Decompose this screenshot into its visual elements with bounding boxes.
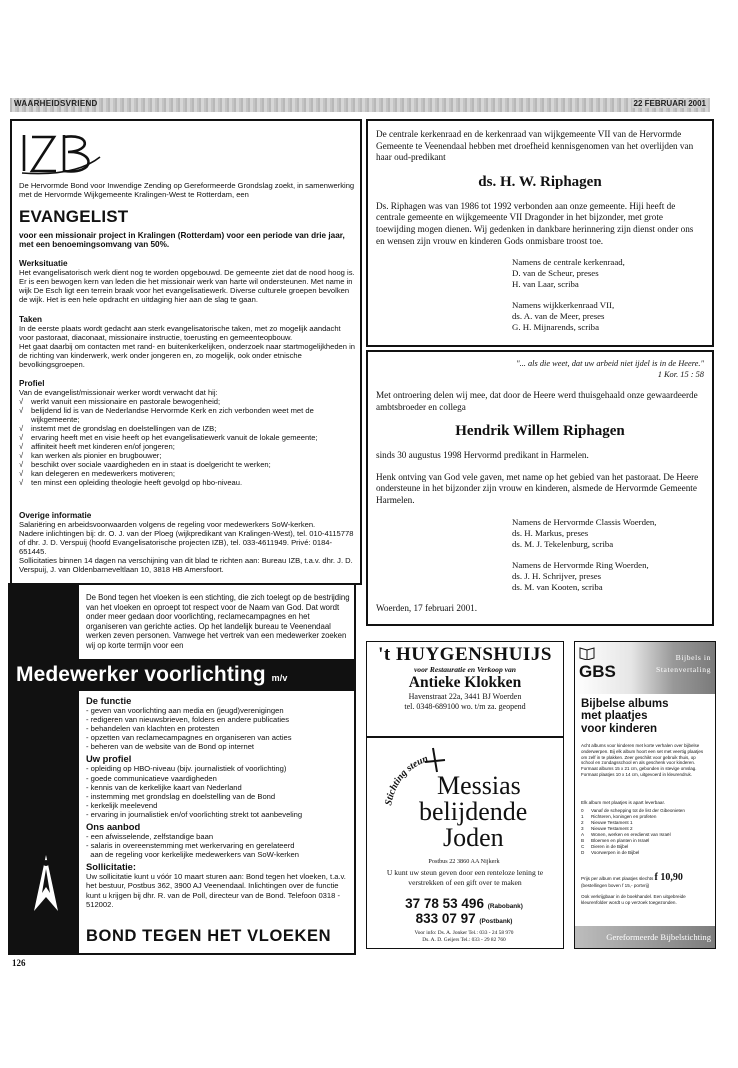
section-text: Sollicitaties binnen 14 dagen na verschijning van dit blad te richten aan: Bureau IZB, t.a.v. dhr. J. D. Verspuij, J. van Oldenbarneveltlaan 10, 3818 HB Amersfoort. bbox=[19, 556, 353, 574]
album-title: Voorwerpen in de Bijbel bbox=[591, 850, 640, 855]
gbs-album-list bbox=[581, 800, 709, 856]
signature-line: ds. J. H. Schrijver, preses bbox=[512, 570, 602, 581]
gbs-publisher-band: Gereformeerde Bijbelstichting bbox=[575, 926, 715, 948]
messias-title-2: belijdende bbox=[419, 797, 528, 826]
album-title: Dieren in de Bijbel bbox=[591, 844, 629, 849]
messias-title-3: Joden bbox=[443, 823, 504, 850]
signature-line: Namens de Hervormde Classis Woerden, bbox=[512, 516, 657, 527]
notice-intro: Met ontroering delen wij mee, dat door de Heere werd thuisgehaald onze gewaardeerde ambtsbroeder en collega bbox=[376, 390, 698, 412]
section-heading: Ons aanbod bbox=[86, 821, 141, 833]
izb-overige-informatie bbox=[19, 511, 357, 574]
dove-logo-icon bbox=[30, 853, 62, 913]
album-key: A bbox=[581, 832, 585, 837]
izb-werksituatie bbox=[19, 259, 357, 304]
album-title: Vanaf de schepping tot de list der Gibeonieten bbox=[591, 808, 685, 813]
section-text: Van de evangelist/missionair werker wordt verwacht dat hij: bbox=[19, 388, 218, 397]
list-item: - beheren van de website van de Bond op internet bbox=[86, 742, 255, 752]
signature-line: Namens wijkkerkenraad VII, bbox=[512, 300, 615, 311]
list-intro: Elk album met plaatjes is apart leverbaar. bbox=[581, 800, 666, 805]
list-item: - kennis van de kerkelijke kaart van Nederland bbox=[86, 782, 242, 792]
shop-address: Havenstraat 22a, 3441 BJ Woerden bbox=[408, 692, 522, 701]
price-label: Prijs per album met plaatjes slechts bbox=[581, 876, 654, 881]
notice-intro: De centrale kerkenraad en de kerkenraad van wijkgemeente VII van de Hervormde Gemeente te Veenendaal hebben met droefheid kennisgenomen van het overlijden van haar oud-predikant bbox=[376, 129, 694, 163]
signature-line: ds. A. van de Meer, preses bbox=[512, 311, 605, 322]
obituary-notice-veenendaal bbox=[366, 119, 714, 347]
book-icon bbox=[579, 646, 595, 660]
gbs-logo: GBS bbox=[579, 662, 616, 681]
header-line: Statenvertaling bbox=[656, 665, 711, 674]
izb-profiel bbox=[19, 379, 357, 487]
album-key: D bbox=[581, 850, 585, 855]
account-number: 833 07 97 bbox=[415, 911, 476, 926]
notice-text: Henk ontving van God vele gaven, met name op het gebied van het pastoraat. De Heere ondersteune in het bijzonder zijn vrouw en kinderen, alsmede de Hervormde Gemeente Harmelen. bbox=[376, 471, 699, 505]
masthead: WAARHEIDSVRIEND bbox=[14, 99, 98, 108]
section-text: Nadere inlichtingen bij: dr. O. J. van der Ploeg (wijkpredikant van Kralingen-West), tel. 010-4115778 of dhr. J. D. Verspuij (hoofd Evangelisatorische projecten IZB), tel. 033-4611949. Privé: 0184-651445. bbox=[19, 529, 354, 556]
checklist-item: √ werkt vanuit een missionaire en pastorale bewogenheid; bbox=[19, 397, 357, 406]
checklist-item: √ affiniteit heeft met kinderen en/of jongeren; bbox=[19, 442, 357, 451]
bank-name: (Rabobank) bbox=[487, 903, 523, 910]
section-heading: Werksituatie bbox=[19, 259, 68, 268]
album-key: 1 bbox=[581, 814, 584, 819]
album-key: 2 bbox=[581, 820, 584, 825]
section-heading: Profiel bbox=[19, 379, 45, 388]
notice-name: ds. H. W. Riphagen bbox=[478, 173, 602, 190]
section-heading: Uw profiel bbox=[86, 753, 132, 765]
tagline-line: voor kinderen bbox=[581, 722, 658, 735]
price-note: (bestellingen boven f 15,- portvrij) bbox=[581, 883, 650, 888]
signature-block bbox=[512, 257, 704, 290]
huygenshuijs-ad bbox=[366, 641, 564, 737]
profiel-checklist bbox=[19, 397, 357, 487]
tagline-line: met plaatjes bbox=[581, 710, 648, 723]
album-key: B bbox=[581, 838, 585, 843]
bond-footer-logo: BOND TEGEN HET VLOEKEN bbox=[86, 927, 332, 945]
checklist-item: √ kan werken als pionier en brugbouwer; bbox=[19, 451, 357, 460]
list-item: - opleiding op HBO-niveau (bijv. journalistiek of voorlichting) bbox=[86, 764, 287, 774]
signature-block bbox=[512, 300, 704, 333]
album-row bbox=[581, 850, 709, 856]
bond-title-suffix: m/v bbox=[271, 673, 288, 683]
section-heading: Taken bbox=[19, 315, 43, 324]
section-heading: De functie bbox=[86, 695, 132, 706]
section-heading: Sollicitatie: bbox=[86, 861, 137, 873]
izb-logo bbox=[20, 129, 104, 175]
shop-name: 't HUYGENSHUIJS bbox=[378, 644, 552, 665]
list-item: - behandelen van klachten en protesten bbox=[86, 724, 220, 734]
list-item: aan de regeling voor kerkelijke medewerkers van SoW-kerken bbox=[86, 850, 300, 860]
signature-block bbox=[512, 517, 704, 550]
checklist-item: √ ten minst een opleiding theologie heeft gevolgd op hbo-niveau. bbox=[19, 478, 357, 487]
gbs-albums-ad bbox=[574, 641, 716, 949]
album-title: Wonen, werken en eredienst van Israël bbox=[591, 832, 671, 837]
gbs-header-text bbox=[656, 652, 711, 676]
notice-name: Hendrik Willem Riphagen bbox=[455, 423, 625, 440]
list-item: - instemming met grondslag en doelstelling van de Bond bbox=[86, 791, 276, 801]
signature-line: Namens de Hervormde Ring Woerden, bbox=[512, 559, 649, 570]
rabobank-number bbox=[367, 896, 561, 911]
album-key: C bbox=[581, 844, 585, 849]
list-item: - redigeren van nieuwsbrieven, folders en andere publicaties bbox=[86, 715, 290, 725]
album-key: 3 bbox=[581, 826, 584, 831]
signature-line: ds. H. Markus, preses bbox=[512, 527, 589, 538]
messias-logo bbox=[377, 742, 553, 850]
section-text: Het evangelisatorisch werk dient nog te worden opgebouwd. De gemeente ziet dat de nood hoog is. Er is een bewogen kern van leden die het missionair werk van harte wil ondersteunen. Met name in wijk De Esch ligt een terrein braak voor het evangelisatiewerk. Diverse culturele groepen bevolken de wijk. Het is een hele opdracht en uitdaging hier aan de slag te gaan. bbox=[19, 268, 355, 304]
shop-subtitle: voor Restauratie en Verkoop van bbox=[413, 665, 517, 674]
postbank-number bbox=[367, 911, 561, 926]
bible-verse: "... als die weet, dat uw arbeid niet ijdel is in de Heere." bbox=[516, 359, 704, 368]
album-title: Nieuwe Testament 1 bbox=[591, 820, 633, 825]
newspaper-header-strip bbox=[10, 98, 710, 112]
list-item: - geven van voorlichting aan media en (jeugd)verenigingen bbox=[86, 706, 284, 715]
izb-intro: De Hervormde Bond voor Inwendige Zending op Gereformeerde Grondslag zoekt, in samenwerking met de Hervormde Wijkgemeente Kralingen-West te Rotterdam, een bbox=[19, 181, 355, 199]
shop-title: Antieke Klokken bbox=[408, 674, 522, 691]
bible-verse-reference: 1 Kor. 15 : 58 bbox=[657, 370, 704, 379]
shop-phone: tel. 0348-689100 wo. t/m za. geopend bbox=[404, 702, 526, 711]
price-value: f 10,90 bbox=[654, 872, 683, 883]
obituary-notice-woerden bbox=[366, 350, 714, 626]
bond-title: Medewerker voorlichting bbox=[16, 663, 266, 686]
izb-taken bbox=[19, 315, 357, 369]
bank-name: (Postbank) bbox=[479, 918, 513, 925]
tagline-line: Bijbelse albums bbox=[581, 698, 669, 710]
izb-subtitle: voor een missionair project in Kralingen (Rotterdam) voor een periode van drie jaar, met een benoemingsomvang van 50%. bbox=[19, 231, 345, 250]
signature-line: ds. M. J. Tekelenburg, scriba bbox=[512, 538, 614, 549]
list-item: - ervaring in journalistiek en/of voorlichting strekt tot aanbeveling bbox=[86, 809, 303, 819]
notice-text: sinds 30 augustus 1998 Hervormd predikant in Harmelen. bbox=[376, 450, 589, 461]
gbs-tagline bbox=[581, 698, 711, 735]
checklist-item: √ instemt met de grondslag en doelstellingen van de IZB; bbox=[19, 424, 357, 433]
bond-intro: De Bond tegen het vloeken is een stichting, die zich toelegt op de bestrijding van het vloeken en oproept tot respect voor de Naam van God. Dat wordt onder meer gedaan door voorlichting, reclamecampagnes en het organiseren van gerichte acties. Op het landelijk bureau te Veenendaal werken zeven personen. Vanwege het vertrek van een medewerker zoeken wij op korte termijn voor een bbox=[86, 593, 350, 650]
signature-line: Namens de centrale kerkenraad, bbox=[512, 257, 625, 268]
arc-text: Stichting steun bbox=[383, 753, 430, 807]
checklist-item: √ belijdend lid is van de Nederlandse Hervormde Kerk en zich verbonden weet met de wijkgemeente; bbox=[19, 406, 357, 424]
gbs-note: Ook verkrijgbaar in de boekhandel. Een uitgebreide kleurenfolder wordt u op verzoek toegezonden. bbox=[581, 894, 686, 905]
checklist-item: √ kan delegeren en medewerkers motiveren; bbox=[19, 469, 357, 478]
section-heading: Overige informatie bbox=[19, 511, 92, 520]
gbs-price bbox=[581, 872, 709, 889]
signature-line: G. H. Mijnarends, scriba bbox=[512, 322, 599, 333]
contact-line: Voor info: Ds. A. Jonker Tel.: 033 - 24 58 970 bbox=[414, 930, 514, 936]
signature-line: D. van de Scheur, preses bbox=[512, 268, 599, 279]
account-number: 37 78 53 496 bbox=[405, 896, 484, 911]
album-title: Richteren, koningen en profeten bbox=[591, 814, 657, 819]
issue-date: 22 FEBRUARI 2001 bbox=[633, 99, 706, 108]
gbs-description: Acht albums voor kinderen met korte verhalen over bijbelse onderwerpen. Bij elk album hoort een set met veertig plaatjes om zelf in te plakken. Zeer geschikt voor gebruik thuis, op school en zondagsschool en als geschenk voor kinderen. Formaat albums 15 x 21 cm, gebonden in stevige omslag. Formaat plaatjes 10 x 14 cm, uitgevoerd in kleurendruk. bbox=[581, 743, 704, 777]
messias-address: Postbus 22 3860 AA Nijkerk bbox=[428, 858, 500, 865]
sollicitatie-text: Uw sollicitatie kunt u vóór 10 maart sturen aan: Bond tegen het vloeken, t.a.v. het bestuur, Postbus 362, 3900 AJ Veenendaal. Inlichtingen over de functie kunt u krijgen bij dhr. R. van de Poll, directeur van de Bond. Telefoon 0318 - 512002. bbox=[86, 872, 346, 909]
section-text: Het gaat daarbij om contacten met rand- en buitenkerkelijken, onderzoek naar startmogelijkheden in de richting van kinderwerk, werk onder jongeren en, zo mogelijk, ook onder etnische bevolkingsgroepen. bbox=[19, 342, 356, 369]
signature-line: H. van Laar, scriba bbox=[512, 279, 579, 290]
album-title: Bloemen en planten in Israël bbox=[591, 838, 650, 843]
messias-text: U kunt uw steun geven door een renteloze lening te verstrekken of een gift over te maken bbox=[386, 868, 544, 887]
messias-belijdende-joden-ad bbox=[366, 737, 564, 949]
list-item: - kerkelijk meelevend bbox=[86, 800, 158, 810]
album-title: Nieuwe Testament 2 bbox=[591, 826, 633, 831]
signature-line: ds. M. van Kooten, scriba bbox=[512, 581, 603, 592]
header-line: Bijbels in bbox=[675, 653, 711, 662]
list-item: - goede communicatieve vaardigheden bbox=[86, 773, 217, 783]
album-key: 0 bbox=[581, 808, 584, 813]
contact-line: Ds. A. D. Geijers Tel.: 033 - 29 82 760 bbox=[422, 936, 506, 943]
bond-title-banner bbox=[10, 659, 356, 691]
checklist-item: √ beschikt over sociale vaardigheden en in staat is doelgericht te werken; bbox=[19, 460, 357, 469]
checklist-item: √ ervaring heeft met en visie heeft op het evangelisatiewerk vanuit de lokale gemeente; bbox=[19, 433, 357, 442]
messias-title-1: Messias bbox=[437, 771, 521, 800]
page-number: 126 bbox=[12, 958, 26, 968]
section-text: Salariëring en arbeidsvoorwaarden volgens de regeling voor medewerkers SoW-kerken. bbox=[19, 520, 316, 529]
izb-vacancy-ad bbox=[10, 119, 362, 585]
list-item: - salaris in overeenstemming met werkervaring en gerelateerd bbox=[86, 841, 295, 851]
bond-vacancy-ad bbox=[8, 583, 356, 955]
notice-text: Ds. Riphagen was van 1986 tot 1992 verbonden aan onze gemeente. Hiji heeft de centrale gemeente en wijkgemeente VII Dragonder in het bijzonder, met grote toewijding mogen dienen. Wij gedenken in dankbare herinnering zijn dienst onder ons en wensen zijn vrouw en kinderen Gods onmisbare troost toe. bbox=[376, 200, 694, 246]
messias-contact-info bbox=[367, 930, 561, 943]
list-item: - een afwisselende, zelfstandige baan bbox=[86, 832, 214, 842]
list-item: - opzetten van reclamecampagnes en organiseren van acties bbox=[86, 733, 292, 743]
signature-block bbox=[512, 560, 704, 593]
section-text: In de eerste plaats wordt gedacht aan sterk evangelisatorische taken, met zo mogelijk aandacht voor pastoraat, diaconaat, missionaire instructie, toerusting en gemeenteopbouw. bbox=[19, 324, 341, 342]
bond-content bbox=[86, 693, 352, 909]
izb-title: EVANGELIST bbox=[19, 207, 129, 226]
place-date: Woerden, 17 februari 2001. bbox=[376, 602, 478, 613]
